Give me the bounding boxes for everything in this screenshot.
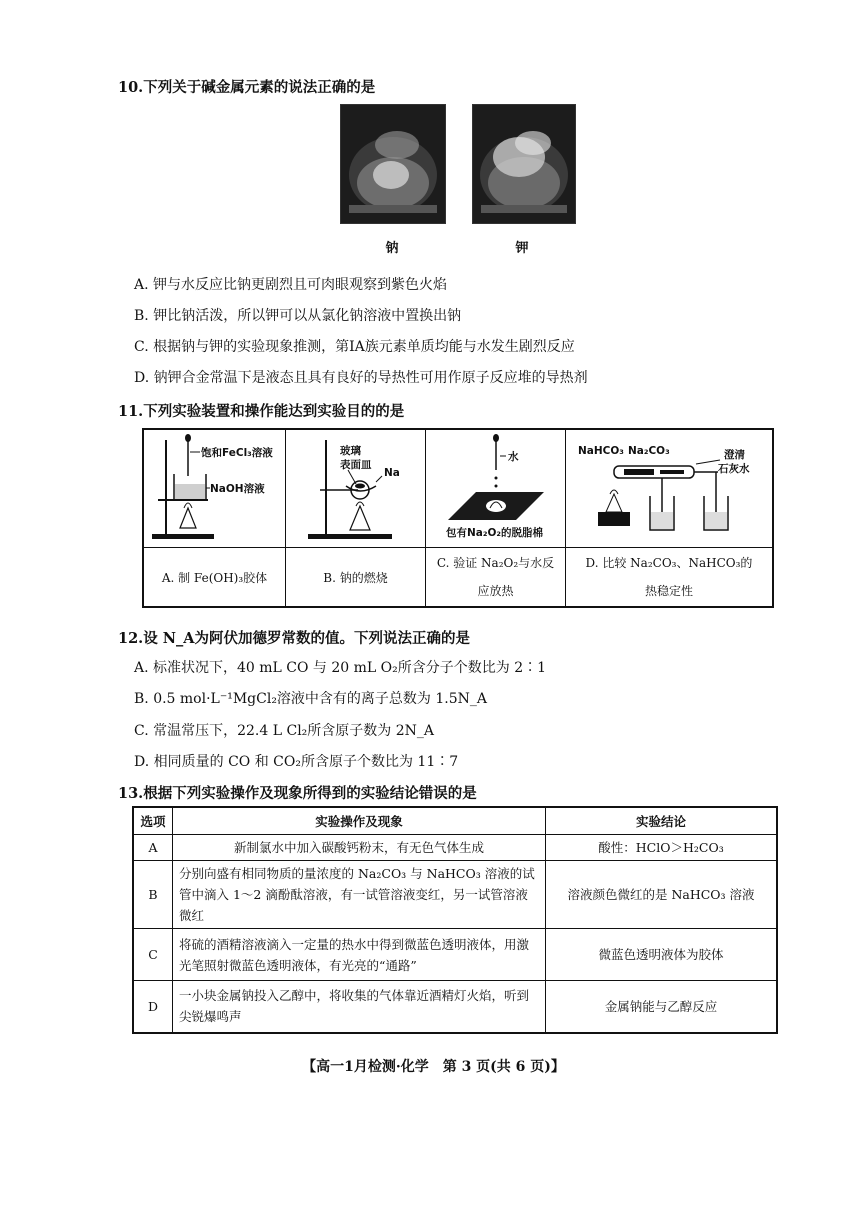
caption-b-text: B. 钠的燃烧	[323, 570, 388, 585]
header-operation: 实验操作及现象	[173, 807, 546, 835]
sodium-photo	[340, 104, 446, 224]
q10-option-a: A. 钾与水反应比钠更剧烈且可肉眼观察到紫色火焰	[134, 277, 448, 293]
caption-a	[143, 548, 286, 608]
q11-stem: 11.下列实验装置和操作能达到实验目的的是	[118, 403, 405, 420]
label-glass: 玻璃	[340, 445, 361, 457]
header-option: 选项	[133, 807, 173, 835]
label-cotton: 包有Na₂O₂的脱脂棉	[446, 527, 543, 539]
q10-option-d: D. 钠钾合金常温下是液态且具有良好的导热性可用作原子反应堆的导热剂	[134, 370, 588, 386]
row-a-conclusion: 酸性：HClO＞H₂CO₃	[546, 835, 778, 861]
caption-c-line1: C. 验证 Na₂O₂与水反	[436, 556, 555, 570]
caption-b	[286, 548, 426, 608]
potassium-caption: 钾	[515, 241, 529, 256]
q11-apparatus-table	[142, 428, 774, 608]
apparatus-d	[566, 429, 774, 548]
q12-option-a: A. 标准状况下，40 mL CO 与 20 mL O₂所含分子个数比为 2∶1	[134, 660, 547, 676]
label-limewater: 石灰水	[718, 463, 750, 475]
table-row	[133, 835, 777, 861]
row-b-option: B	[133, 861, 173, 929]
label-water: 水	[508, 451, 519, 463]
label-clear: 澄清	[724, 449, 745, 461]
q10-option-b: B. 钾比钠活泼，所以钾可以从氯化钠溶液中置换出钠	[134, 308, 462, 324]
q10-option-c: C. 根据钠与钾的实验现象推测，第ⅠA族元素单质均能与水发生剧烈反应	[134, 339, 575, 355]
apparatus-a	[143, 429, 286, 548]
label-na2co3: Na₂CO₃	[628, 445, 670, 457]
row-b-conclusion: 溶液颜色微红的是 NaHCO₃ 溶液	[546, 861, 778, 929]
row-d-conclusion: 金属钠能与乙醇反应	[546, 981, 778, 1033]
label-nahco3: NaHCO₃	[578, 445, 624, 457]
apparatus-b	[286, 429, 426, 548]
q12-option-d: D. 相同质量的 CO 和 CO₂所含原子个数比为 11∶7	[134, 754, 459, 770]
row-d-operation: 一小块金属钠投入乙醇中，将收集的气体靠近酒精灯火焰，听到尖锐爆鸣声	[173, 981, 546, 1033]
q12-option-b: B. 0.5 mol·L⁻¹MgCl₂溶液中含有的离子总数为 1.5N_A	[134, 691, 488, 707]
label-naoh: NaOH溶液	[210, 483, 265, 495]
row-c-operation: 将硫的酒精溶液滴入一定量的热水中得到微蓝色透明液体，用激光笔照射微蓝色透明液体，有光亮的“通路”	[173, 929, 546, 981]
sodium-caption: 钠	[385, 241, 399, 256]
row-a-operation: 新制氯水中加入碳酸钙粉末，有无色气体生成	[173, 835, 546, 861]
caption-d	[566, 548, 774, 608]
row-c-conclusion: 微蓝色透明液体为胶体	[546, 929, 778, 981]
caption-d-line1: D. 比较 Na₂CO₃、NaHCO₃的	[585, 556, 753, 570]
table-row	[133, 981, 777, 1033]
header-conclusion: 实验结论	[546, 807, 778, 835]
label-fecl3: 饱和FeCl₃溶液	[201, 447, 273, 459]
q12-option-c: C. 常温常压下，22.4 L Cl₂所含原子数为 2N_A	[134, 723, 435, 739]
caption-d-line2: 热稳定性	[644, 584, 693, 598]
q13-stem: 13.根据下列实验操作及现象所得到的实验结论错误的是	[118, 785, 477, 802]
q10-stem: 10.下列关于碱金属元素的说法正确的是	[118, 79, 376, 96]
page-footer: 【高一1月检测·化学 第 3 页(共 6 页)】	[302, 1059, 565, 1075]
row-a-option: A	[133, 835, 173, 861]
caption-a-text: A. 制 Fe(OH)₃胶体	[161, 570, 268, 585]
row-c-option: C	[133, 929, 173, 981]
row-d-option: D	[133, 981, 173, 1033]
apparatus-c	[426, 429, 566, 548]
label-watch-glass: 表面皿	[340, 459, 372, 471]
label-na: Na	[384, 467, 400, 479]
caption-c-line2: 应放热	[477, 584, 514, 598]
caption-c	[426, 548, 566, 608]
q13-table	[132, 806, 778, 1034]
q12-stem: 12.设 N_A为阿伏加德罗常数的值。下列说法正确的是	[118, 630, 471, 647]
q13-header-row	[133, 807, 777, 835]
potassium-photo	[472, 104, 576, 224]
table-row	[133, 861, 777, 929]
row-b-operation: 分别向盛有相同物质的量浓度的 Na₂CO₃ 与 NaHCO₃ 溶液的试管中滴入 1～2 滴酚酞溶液，有一试管溶液变红，另一试管溶液微红	[173, 861, 546, 929]
table-row	[133, 929, 777, 981]
